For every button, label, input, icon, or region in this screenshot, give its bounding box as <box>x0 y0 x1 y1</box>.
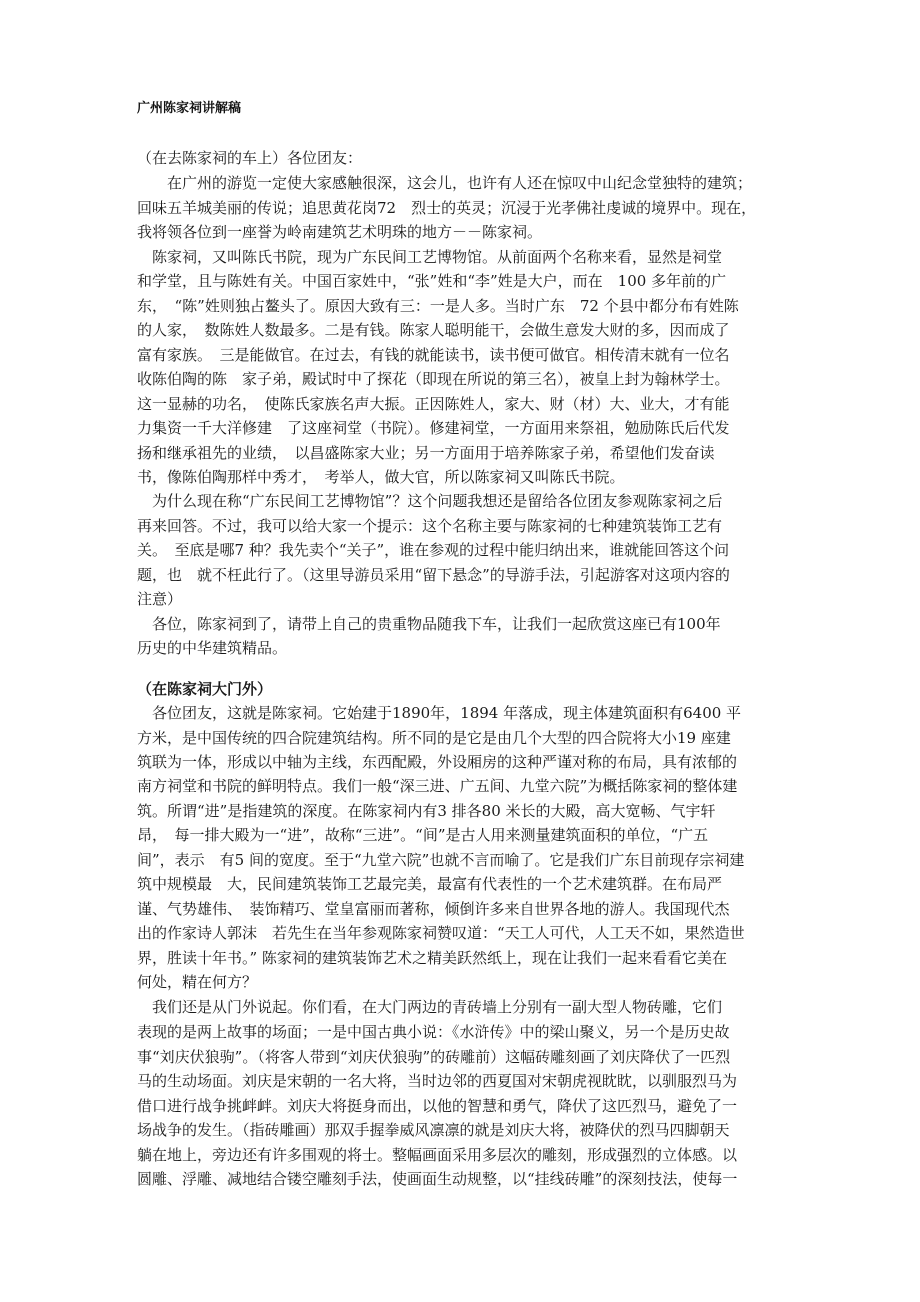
paragraph-line: 力集资一千大洋修建 了这座祠堂（书院）。修建祠堂，一方面用来祭祖，勉励陈氏后代发 <box>137 419 730 437</box>
paragraph-line: 南方祠堂和书院的鲜明特点。我们一般“深三进、广五间、九堂六院”为概括陈家祠的整体建 <box>137 777 738 795</box>
paragraph-line: 昂， 每一排大殿为一“进”，故称“三进”。“间”是古人用来测量建筑面积的单位，“广五 <box>137 826 709 844</box>
paragraph-line: 筑中规模最 大，民间建筑装饰工艺最完美，最富有代表性的一个艺术建筑群。在布局严 <box>137 875 723 893</box>
paragraph-line: 和学堂，且与陈姓有关。中国百家姓中，“张”姓和“李”姓是大户，而在 100 多年前的广 <box>137 272 727 290</box>
paragraph-line: 扬和继承祖先的业绩， 以昌盛陈家大业；另一方面用于培养陈家子弟，希望他们发奋读 <box>137 444 715 462</box>
paragraph-line: 间”，表示 有5 间的宽度。至于“九堂六院”也就不言而喻了。它是我们广东目前现存宗祠建 <box>137 851 745 869</box>
paragraph-line: （在去陈家祠的车上）各位团友： <box>137 149 363 167</box>
paragraph-line: 陈家祠，又叫陈氏书院，现为广东民间工艺博物馆。从前面两个名称来看，显然是祠堂 <box>137 248 723 266</box>
paragraph-line: 谨、气势雄伟、 装饰精巧、堂皇富丽而著称，倾倒许多来自世界各地的游人。我国现代杰 <box>137 900 730 918</box>
paragraph-line: 出的作家诗人郭沫 若先生在当年参观陈家祠赞叹道：“天工人可代，人工天不如，果然造世 <box>137 924 745 942</box>
paragraph-line: 借口进行战争挑衅衅。刘庆大将挺身而出，以他的智慧和勇气，降伏了这匹烈马，避免了一 <box>137 1097 738 1115</box>
paragraph-line: 何处，精在何方？ <box>137 973 258 991</box>
paragraph-line: 躺在地上，旁边还有许多围观的将士。整幅画面采用多层次的雕刻，形成强烈的立体感。以 <box>137 1146 738 1164</box>
paragraph-line: 马的生动场面。刘庆是宋朝的一名大将，当时边邻的西夏国对宋朝虎视眈眈，以驯服烈马为 <box>137 1072 738 1090</box>
paragraph-line: 表现的是两上故事的场面；一是中国古典小说：《水浒传》中的梁山聚义，另一个是历史故 <box>137 1023 730 1041</box>
paragraph-line: 这一显赫的功名， 使陈氏家族名声大振。正因陈姓人，家大、财（材）大、业大，才有能 <box>137 395 730 413</box>
paragraph-line: 筑联为一体，形成以中轴为主线，东西配殿，外设厢房的这种严谨对称的布局，具有浓郁的 <box>137 753 738 771</box>
paragraph-line: 再来回答。不过，我可以给大家一个提示：这个名称主要与陈家祠的七种建筑装饰工艺有 <box>137 517 723 535</box>
paragraph-line: 关。 至底是哪7 种？我先卖个“关子”，谁在参观的过程中能归纳出来，谁就能回答这个问 <box>137 541 730 559</box>
section-heading: （在陈家祠大门外） <box>137 680 273 698</box>
paragraph-line: 在广州的游览一定使大家感触很深，这会儿，也许有人还在惊叹中山纪念堂独特的建筑； <box>137 174 753 192</box>
paragraph-line: 各位，陈家祠到了，请带上自己的贵重物品随我下车，让我们一起欣赏这座已有100年 <box>137 615 721 633</box>
paragraph-line: 为什么现在称“广东民间工艺博物馆”？这个问题我想还是留给各位团友参观陈家祠之后 <box>137 492 723 510</box>
paragraph-line: 富有家族。 三是能做官。在过去，有钱的就能读书，读书便可做官。相传清末就有一位名 <box>137 346 730 364</box>
paragraph-line: 的人家， 数陈姓人数最多。二是有钱。陈家人聪明能干，会做生意发大财的多，因而成了 <box>137 321 730 339</box>
paragraph-line: 圆雕、浮雕、减地结合镂空雕刻手法，使画面生动规整，以“挂线砖雕”的深刻技法，使每一 <box>137 1170 738 1188</box>
paragraph-line: 书，像陈伯陶那样中秀才， 考举人，做大官，所以陈家祠又叫陈氏书院。 <box>137 468 625 486</box>
paragraph-line: 场战争的发生。（指砖雕画）那双手握拳威风凛凛的就是刘庆大将，被降伏的烈马四脚朝天 <box>137 1121 730 1139</box>
paragraph-line: 历史的中华建筑精品。 <box>137 639 288 657</box>
document-title: 广州陈家祠讲解稿 <box>137 101 242 116</box>
paragraph-line: 注意） <box>137 590 183 608</box>
paragraph-line: 我们还是从门外说起。你们看，在大门两边的青砖墙上分别有一副大型人物砖雕，它们 <box>137 998 723 1016</box>
paragraph-line: 筑。所谓“进”是指建筑的深度。在陈家祠内有3 排各80 米长的大殿，高大宽畅、气宇轩 <box>137 802 716 820</box>
paragraph-line: 我将领各位到一座誉为岭南建筑艺术明珠的地方－－陈家祠。 <box>137 223 543 241</box>
paragraph-line: 界，胜读十年书。” 陈家祠的建筑装饰艺术之精美跃然纸上，现在让我们一起来看看它美在 <box>137 949 727 967</box>
paragraph-line: 各位团友，这就是陈家祠。它始建于1890年，1894 年落成，现主体建筑面积有6400 平 <box>137 704 742 722</box>
paragraph-line: 收陈伯陶的陈 家子弟，殿试时中了探花（即现在所说的第三名），被皇上封为翰林学士。 <box>137 370 730 388</box>
paragraph-line: 回味五羊城美丽的传说；追思黄花岗72 烈士的英灵；沉浸于光孝佛社虔诚的境界中。现在， <box>137 199 757 217</box>
paragraph-line: 事“刘庆伏狼驹”。（将客人带到“刘庆伏狼驹”的砖雕前）这幅砖雕刻画了刘庆降伏了一匹烈 <box>137 1048 731 1066</box>
paragraph-line: 方米，是中国传统的四合院建筑结构。所不同的是它是由几个大型的四合院将大小19 座建 <box>137 729 731 747</box>
paragraph-line: 东， “陈”姓则独占鳌头了。原因大致有三：一是人多。当时广东 72 个县中都分布有姓陈 <box>137 297 739 315</box>
paragraph-line: 题，也 就不枉此行了。（这里导游员采用“留下悬念”的导游手法，引起游客对这项内容的 <box>137 566 730 584</box>
